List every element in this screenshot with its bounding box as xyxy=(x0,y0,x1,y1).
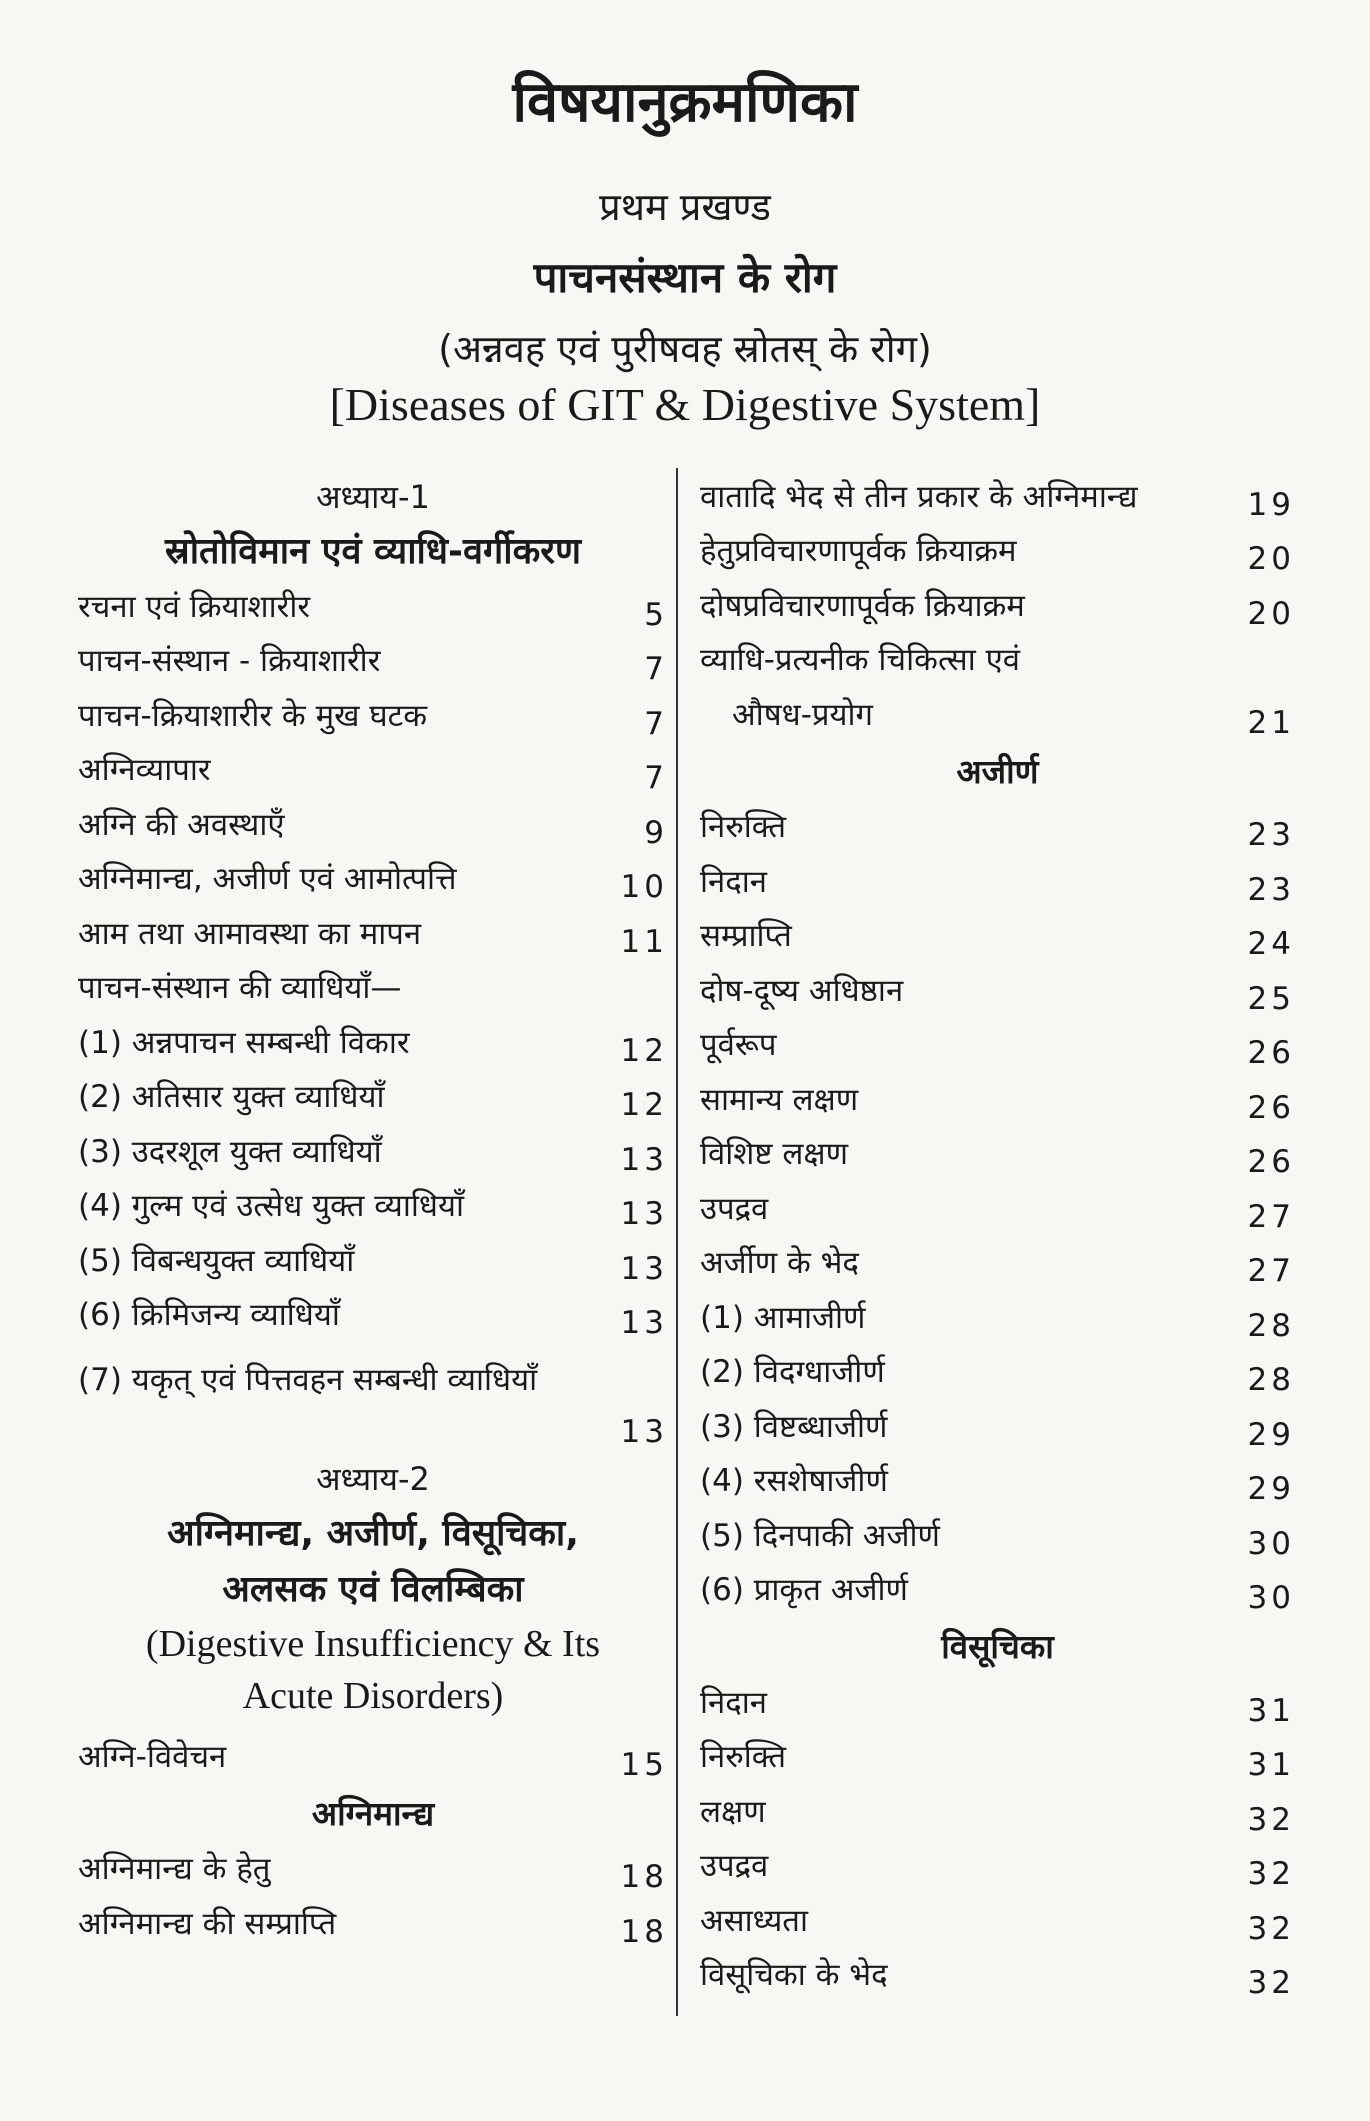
toc-entry-page: 11 xyxy=(620,923,668,960)
toc-entry-label: (6) क्रिमिजन्य व्याधियाँ xyxy=(78,1297,340,1333)
toc-entry-label: आम तथा आमावस्था का मापन xyxy=(78,915,422,952)
toc-entry-page: 20 xyxy=(1247,541,1295,577)
toc-entry xyxy=(700,801,1295,856)
toc-entry-page: 31 xyxy=(1247,1747,1295,1783)
toc-entry-page: 12 xyxy=(620,1087,668,1123)
part-label: प्रथम प्रखण्ड xyxy=(599,185,771,229)
toc-entry-label: (6) प्राकृत अजीर्ण xyxy=(700,1572,908,1608)
toc-entry xyxy=(78,853,668,908)
toc-entry xyxy=(78,1071,668,1126)
toc-entry-label: रचना एवं क्रियाशारीर xyxy=(78,588,311,625)
chapter-english-title: (Digestive Insufficiency & Its xyxy=(145,1623,601,1665)
toc-entry xyxy=(700,688,1295,743)
toc-entry-page: 30 xyxy=(1247,1525,1295,1562)
toc-entry xyxy=(78,962,668,1017)
toc-entry-label: अर्जीण के भेद xyxy=(700,1245,859,1281)
toc-entry-label: (2) अतिसार युक्त व्याधियाँ xyxy=(78,1079,385,1115)
toc-entry-label: अग्नि की अवस्थाएँ xyxy=(78,806,285,843)
toc-entry xyxy=(700,1237,1295,1292)
toc-entry-label: अग्निमान्द्य के हेतु xyxy=(78,1851,271,1887)
toc-entry xyxy=(78,1016,668,1071)
toc-entry-label: असाध्यता xyxy=(700,1902,809,1939)
toc-entry-label: (4) रसशेषाजीर्ण xyxy=(700,1463,888,1499)
part-subtitle: (अन्नवह एवं पुरीषवह स्रोतस् के रोग) xyxy=(438,327,932,371)
toc-entry xyxy=(700,1949,1295,2004)
toc-entry xyxy=(78,1234,668,1289)
toc-entry-page: 13 xyxy=(620,1250,668,1287)
toc-entry xyxy=(700,1346,1295,1401)
toc-entry-page: 32 xyxy=(1247,1801,1295,1838)
toc-entry xyxy=(78,1843,668,1898)
toc-entry xyxy=(700,1182,1295,1237)
toc-entry-label: अग्निमान्द्य, अजीर्ण एवं आमोत्पत्ति xyxy=(78,861,457,897)
toc-entry-page: 18 xyxy=(620,1859,668,1895)
chapter1-entries xyxy=(78,580,668,1452)
toc-entry-page: 13 xyxy=(620,1414,668,1450)
toc-entry xyxy=(78,1289,668,1344)
toc-entry-label: (3) विष्टब्धाजीर्ण xyxy=(700,1408,888,1445)
toc-entry-label: (3) उदरशूल युक्त व्याधियाँ xyxy=(78,1133,382,1170)
toc-entry-label: पाचन-क्रियाशारीर के मुख घटक xyxy=(78,697,428,734)
toc-entry-label: निरुक्ति xyxy=(700,1739,787,1775)
toc-entry xyxy=(700,1785,1295,1840)
toc-entry xyxy=(700,1073,1295,1128)
toc-entry xyxy=(78,1343,668,1452)
toc-entry xyxy=(700,1894,1295,1949)
toc-entry-page: 7 xyxy=(644,651,668,687)
toc-entry-page: 24 xyxy=(1247,926,1295,962)
left-column xyxy=(78,470,668,1952)
toc-entry xyxy=(78,1125,668,1180)
column-divider xyxy=(676,468,678,2016)
toc-entry-label: (1) अन्नपाचन सम्बन्धी विकार xyxy=(78,1024,410,1061)
toc-entry-label: विसूचिका के भेद xyxy=(700,1957,888,1993)
chapter-label: अध्याय-1 xyxy=(316,478,430,516)
chapter-english-title: Acute Disorders) xyxy=(242,1675,504,1717)
toc-entry xyxy=(700,964,1295,1019)
toc-entry xyxy=(700,525,1295,580)
toc-entry-page: 20 xyxy=(1247,595,1295,632)
toc-entry-page: 19 xyxy=(1247,486,1295,523)
toc-entry-page: 12 xyxy=(620,1032,668,1069)
toc-entry-label: (7) यकृत् एवं पित्तवहन सम्बन्धी व्याधियाँ xyxy=(78,1362,538,1398)
section-heading: विसूचिका xyxy=(941,1627,1054,1666)
toc-entry-page: 7 xyxy=(644,760,668,796)
toc-entry-page: 23 xyxy=(1247,871,1295,908)
toc-entry xyxy=(78,1730,668,1785)
toc-entry xyxy=(78,798,668,853)
chapter-label: अध्याय-2 xyxy=(316,1460,430,1498)
page-title: विषयानुक्रमणिका xyxy=(512,70,858,135)
section-heading: अग्निमान्द्य xyxy=(311,1793,435,1833)
toc-entry-page: 21 xyxy=(1247,704,1295,741)
toc-entry-page: 13 xyxy=(620,1305,668,1341)
chapter-title-line: अग्निमान्द्य, अजीर्ण, विसूचिका, xyxy=(167,1513,579,1554)
toc-entry-label: सम्प्राप्ति xyxy=(700,918,792,954)
chapter-title: स्रोतोविमान एवं व्याधि-वर्गीकरण xyxy=(165,531,581,572)
toc-entry-page: 29 xyxy=(1247,1416,1295,1453)
toc-entry-label: (2) विदग्धाजीर्ण xyxy=(700,1354,885,1390)
toc-entry-label: निरुक्ति xyxy=(700,809,787,845)
toc-entry xyxy=(700,1840,1295,1895)
toc-entry-page: 32 xyxy=(1247,1910,1295,1947)
part-title: पाचनसंस्थान के रोग xyxy=(533,253,837,302)
toc-entry-page: 13 xyxy=(620,1196,668,1232)
toc-entry-page: 10 xyxy=(620,869,668,905)
toc-entry-page: 26 xyxy=(1247,1035,1295,1071)
toc-entry-page: 25 xyxy=(1247,980,1295,1017)
toc-entry xyxy=(700,634,1295,689)
agnimandya-entries-left xyxy=(78,1843,668,1952)
toc-entry-page: 28 xyxy=(1247,1362,1295,1398)
toc-entry-label: (5) दिनपाकी अजीर्ण xyxy=(700,1517,940,1554)
toc-entry-page: 32 xyxy=(1247,1965,1295,2001)
toc-entry-page: 13 xyxy=(620,1141,668,1178)
toc-entry xyxy=(700,1731,1295,1786)
toc-entry xyxy=(78,689,668,744)
toc-entry-page: 27 xyxy=(1247,1253,1295,1289)
toc-entry-label: अग्निमान्द्य की सम्प्राप्ति xyxy=(78,1905,337,1942)
toc-entry-label: अग्निव्यापार xyxy=(78,752,211,788)
part-english-title: [Diseases of GIT & Digestive System] xyxy=(329,379,1041,430)
toc-entry-label: निदान xyxy=(700,863,767,900)
toc-entry-page: 30 xyxy=(1247,1580,1295,1616)
toc-entry xyxy=(700,1455,1295,1510)
toc-entry-label: व्याधि-प्रत्यनीक चिकित्सा एवं xyxy=(700,642,1021,678)
toc-entry-page: 26 xyxy=(1247,1144,1295,1180)
toc-entry-page: 29 xyxy=(1247,1471,1295,1507)
toc-entry-label: (5) विबन्धयुक्त व्याधियाँ xyxy=(78,1242,355,1279)
toc-entry-label: पूर्वरूप xyxy=(700,1027,777,1063)
toc-entry-label: उपद्रव xyxy=(700,1190,769,1227)
toc-entry xyxy=(700,1509,1295,1564)
toc-entry-page: 5 xyxy=(644,596,668,633)
toc-entry-label: अग्नि-विवेचन xyxy=(78,1738,227,1775)
toc-entry-label: उपद्रव xyxy=(700,1848,769,1884)
toc-entry-label: निदान xyxy=(700,1684,767,1721)
chapter-title-line: अलसक एवं विलम्बिका xyxy=(222,1569,524,1610)
toc-entry xyxy=(78,635,668,690)
toc-entry-label: विशिष्ट लक्षण xyxy=(700,1136,848,1172)
right-column xyxy=(700,470,1295,2003)
toc-entry-page: 18 xyxy=(620,1913,668,1950)
visuchika-entries xyxy=(700,1676,1295,2003)
toc-entry xyxy=(700,1019,1295,1074)
toc-entry-label: दोष-दूष्य अधिष्ठान xyxy=(700,972,904,1009)
toc-entry-page: 7 xyxy=(644,705,668,742)
toc-entry xyxy=(700,1128,1295,1183)
toc-entry-page: 9 xyxy=(644,814,668,851)
toc-entry-label: पाचन-संस्थान की व्याधियाँ— xyxy=(78,970,402,1006)
toc-entry-label: पाचन-संस्थान - क्रियाशारीर xyxy=(78,643,381,679)
toc-entry-label: हेतुप्रविचारणापूर्वक क्रियाक्रम xyxy=(700,533,1017,569)
ajirna-entries xyxy=(700,801,1295,1619)
toc-entry xyxy=(700,1400,1295,1455)
toc-entry-page: 32 xyxy=(1247,1856,1295,1892)
toc-entry-label: लक्षण xyxy=(700,1793,766,1830)
toc-entry xyxy=(700,910,1295,965)
toc-entry-page: 26 xyxy=(1247,1089,1295,1126)
toc-entry xyxy=(700,1564,1295,1619)
toc-entry xyxy=(78,744,668,799)
toc-entry xyxy=(78,907,668,962)
toc-entry-page: 28 xyxy=(1247,1307,1295,1344)
toc-entry xyxy=(700,579,1295,634)
toc-entry-label: वातादि भेद से तीन प्रकार के अग्निमान्द्य xyxy=(700,478,1138,515)
toc-entry xyxy=(700,1676,1295,1731)
toc-entry-label: (1) आमाजीर्ण xyxy=(700,1299,866,1336)
toc-entry xyxy=(78,580,668,635)
agnimandya-entries-right xyxy=(700,470,1295,743)
toc-entry-page: 15 xyxy=(620,1746,668,1783)
toc-entry-page: 31 xyxy=(1247,1692,1295,1729)
toc-entry-label: औषध-प्रयोग xyxy=(732,696,873,733)
toc-entry-page: 23 xyxy=(1247,817,1295,853)
toc-entry-label: दोषप्रविचारणापूर्वक क्रियाक्रम xyxy=(700,587,1025,624)
toc-entry-label: (4) गुल्म एवं उत्सेध युक्त व्याधियाँ xyxy=(78,1188,464,1224)
toc-entry-label: सामान्य लक्षण xyxy=(700,1081,859,1118)
chapter2-intro-entries xyxy=(78,1730,668,1785)
toc-entry xyxy=(78,1180,668,1235)
toc-entry-page: 27 xyxy=(1247,1198,1295,1235)
toc-entry xyxy=(700,1291,1295,1346)
section-heading: अजीर्ण xyxy=(956,751,1039,791)
toc-entry xyxy=(700,855,1295,910)
toc-entry xyxy=(78,1897,668,1952)
toc-entry xyxy=(700,470,1295,525)
